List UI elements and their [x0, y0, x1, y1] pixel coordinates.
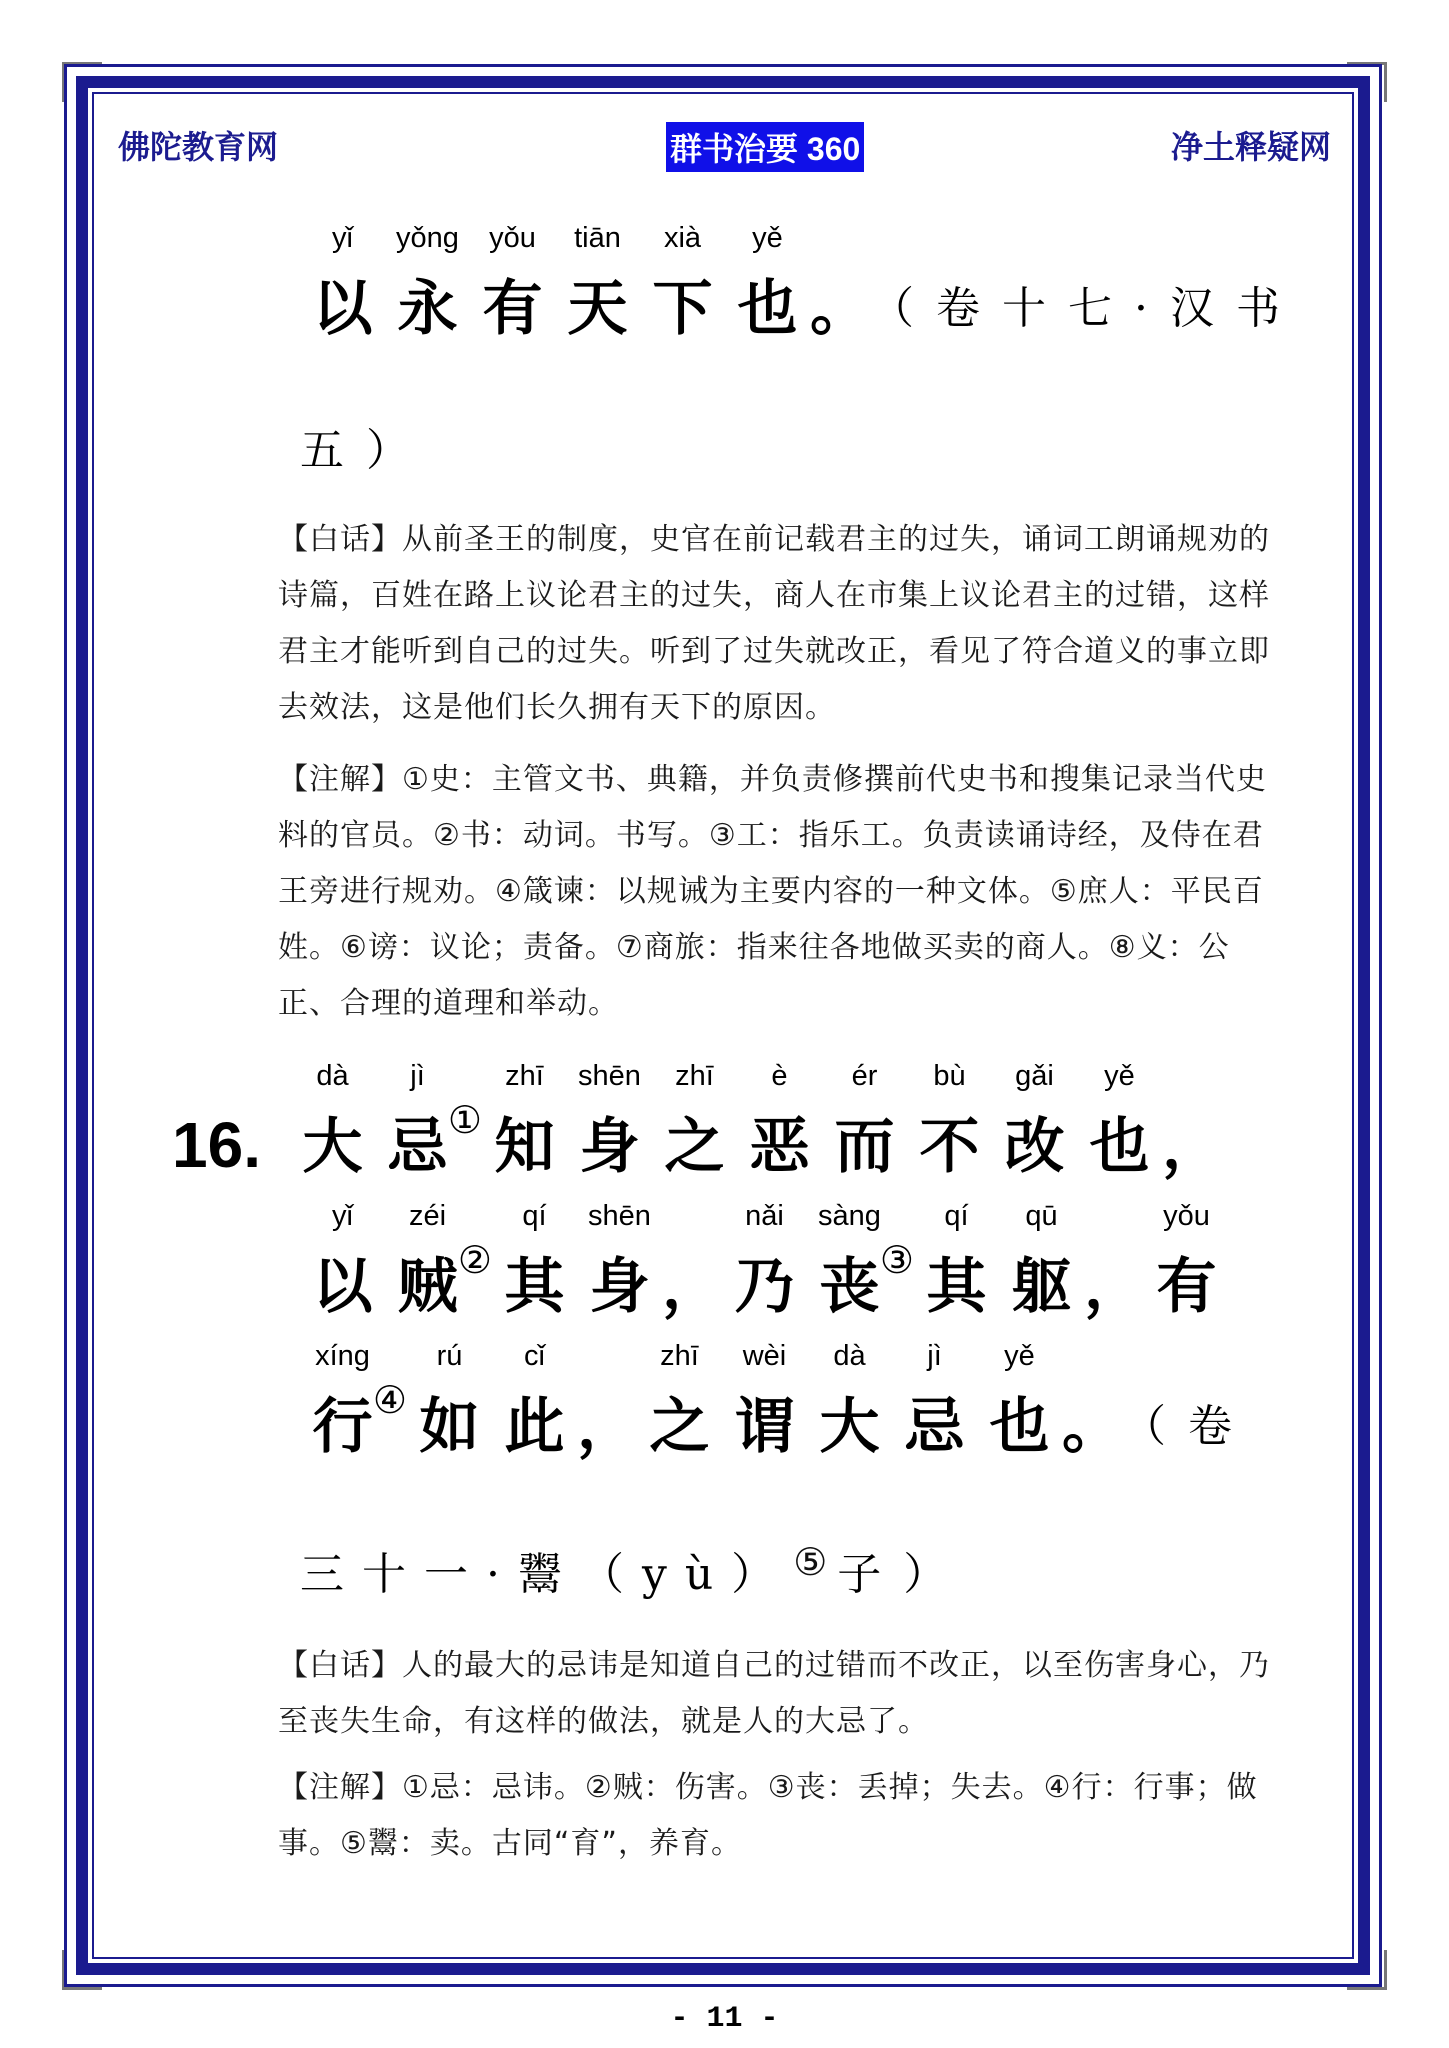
hanzi-cell — [892, 1340, 977, 1466]
pinyin: yǒu — [1163, 1200, 1210, 1232]
pinyin: xià — [663, 222, 702, 254]
hanzi: 此 — [504, 1392, 565, 1462]
source-citation: （卷十七·汉书 — [870, 283, 1302, 334]
hanzi-cell — [577, 1388, 637, 1466]
hanzi: 忌 — [387, 1112, 448, 1182]
hanzi-cell — [577, 1200, 662, 1326]
classical-line-1 — [300, 222, 1302, 348]
hanzi-cell — [822, 1060, 907, 1186]
pinyin: sàng — [818, 1200, 881, 1232]
hanzi: 贼 — [397, 1252, 458, 1322]
source-continued: 五） — [300, 425, 432, 476]
pinyin: jì — [410, 1060, 425, 1092]
hanzi: 改 — [1004, 1112, 1065, 1182]
classical-item16-row-2 — [300, 1200, 1229, 1326]
hanzi: 。 — [810, 274, 870, 344]
footnote-marker: ③ — [879, 1238, 914, 1282]
hanzi-cell — [652, 1060, 737, 1186]
hanzi: 而 — [834, 1112, 895, 1182]
hanzi-cell — [300, 1200, 385, 1326]
pinyin: yǒu — [489, 222, 536, 254]
item16-source-line — [300, 1536, 969, 1614]
hanzi: 如 — [419, 1392, 480, 1462]
classical-item16-row-3 — [300, 1340, 1254, 1466]
hanzi: ， — [1084, 1252, 1144, 1322]
pinyin: dà — [833, 1340, 866, 1372]
hanzi-cell — [375, 1060, 482, 1186]
baihua-paragraph-1: 【白话】从前圣王的制度，史官在前记载君主的过失，诵词工朗诵规劝的诗篇，百姓在路上议论君主的过失，商人在市集上议论君主的过错，这样君主才能听到自己的过失。听到了过失就改正，看见了符合道义的事立即去效法，这是他们长久拥有天下的原因。 — [278, 522, 1270, 725]
hanzi-cell — [470, 222, 555, 348]
hanzi: 躯 — [1011, 1252, 1072, 1322]
pinyin: ér — [851, 1060, 878, 1092]
hanzi-cell — [807, 1200, 914, 1326]
hanzi: 身 — [579, 1112, 640, 1182]
pinyin: qí — [522, 1200, 547, 1232]
hanzi-cell — [992, 1060, 1077, 1186]
header-book-title: 群书治要 360 — [666, 122, 864, 172]
hanzi-cell — [492, 1200, 577, 1326]
hanzi-cell — [722, 1200, 807, 1326]
pinyin: zhī — [660, 1340, 699, 1372]
footnote-marker: ② — [457, 1238, 492, 1282]
header-site-right: 净土释疑网 — [1170, 129, 1331, 165]
hanzi: 有 — [482, 274, 543, 344]
hanzi: ， — [577, 1392, 637, 1462]
baihua-paragraph-2: 【白话】人的最大的忌讳是知道自己的过错而不改正，以至伤害身心，乃至丧失生命，有这样的做法，就是人的大忌了。 — [278, 1648, 1270, 1739]
pinyin: bù — [933, 1060, 966, 1092]
hanzi: 忌 — [904, 1392, 965, 1462]
pinyin: zhī — [505, 1060, 544, 1092]
hanzi: 。 — [1062, 1392, 1122, 1462]
pinyin: qū — [1025, 1200, 1058, 1232]
hanzi: 恶 — [749, 1112, 810, 1182]
hanzi-cell — [1077, 1060, 1162, 1186]
zhujie-paragraph-1: 【注解】①史：主管文书、典籍，并负责修撰前代史书和搜集记录当代史料的官员。②书：动词。书写。③工：指乐工。负责读诵诗经，及侍在君王旁进行规劝。④箴谏：以规诫为主要内容的一种文体。⑤庶人：平民百姓。⑥谤：议论；责备。⑦商旅：指来往各地做买卖的商人。⑧义：公正、合理的道理和举动。 — [278, 762, 1267, 1021]
item-number: 16. — [172, 1109, 261, 1181]
pinyin: dà — [316, 1060, 349, 1092]
hanzi: 身 — [589, 1252, 650, 1322]
pinyin: jì — [927, 1340, 942, 1372]
hanzi-cell — [722, 1340, 807, 1466]
hanzi: 下 — [652, 274, 713, 344]
hanzi-cell — [555, 222, 640, 348]
hanzi: 以 — [312, 1252, 373, 1322]
hanzi: 永 — [397, 274, 458, 344]
pinyin: yě — [752, 222, 783, 254]
pinyin: yǐ — [332, 222, 353, 254]
hanzi: 也 — [989, 1392, 1050, 1462]
hanzi-cell — [810, 270, 870, 348]
source-text-end: 子） — [837, 1549, 970, 1600]
hanzi: 丧 — [819, 1252, 880, 1322]
hanzi: 以 — [312, 274, 373, 344]
source-footnote-marker: ⑤ — [793, 1540, 828, 1584]
hanzi-cell — [1084, 1248, 1144, 1326]
hanzi: 之 — [664, 1112, 725, 1182]
hanzi-cell — [907, 1060, 992, 1186]
pinyin: gǎi — [1015, 1060, 1054, 1092]
hanzi-cell — [385, 1200, 492, 1326]
pinyin: nǎi — [745, 1200, 784, 1232]
hanzi-cell — [300, 222, 385, 348]
hanzi-cell — [290, 1060, 375, 1186]
hanzi: 也 — [1089, 1112, 1150, 1182]
hanzi-cell — [1144, 1200, 1229, 1326]
pinyin: tiān — [574, 222, 621, 254]
zhujie-paragraph-2: 【注解】①忌：忌讳。②贼：伤害。③丧：丢掉；失去。④行：行事；做事。⑤鬻：卖。古同“育”，养育。 — [278, 1770, 1258, 1861]
hanzi-cell — [640, 222, 725, 348]
hanzi: 之 — [649, 1392, 710, 1462]
hanzi-cell — [807, 1340, 892, 1466]
hanzi-cell — [1162, 1108, 1222, 1186]
hanzi: 不 — [919, 1112, 980, 1182]
pinyin: yǐ — [332, 1200, 353, 1232]
pinyin: shēn — [578, 1060, 641, 1092]
hanzi-cell — [725, 222, 810, 348]
pinyin: wèi — [742, 1340, 787, 1372]
hanzi-cell — [567, 1060, 652, 1186]
hanzi: 其 — [504, 1252, 565, 1322]
classical-item16-row-1 — [290, 1060, 1222, 1186]
pinyin: yǒng — [396, 222, 459, 254]
footnote-marker: ① — [447, 1098, 482, 1142]
hanzi-cell — [1062, 1388, 1122, 1466]
pinyin: xíng — [315, 1340, 370, 1372]
hanzi-cell — [482, 1060, 567, 1186]
hanzi: 其 — [926, 1252, 987, 1322]
pinyin: zéi — [408, 1200, 447, 1232]
page-number: - 11 - — [670, 2002, 779, 2036]
hanzi-cell — [914, 1200, 999, 1326]
hanzi-cell — [999, 1200, 1084, 1326]
source-text: 三十一·鬻（yù） — [300, 1549, 794, 1600]
hanzi: 谓 — [734, 1392, 795, 1462]
footnote-marker: ④ — [372, 1378, 407, 1422]
hanzi-cell — [300, 1340, 407, 1466]
hanzi: 大 — [819, 1392, 880, 1462]
pinyin: rú — [436, 1340, 463, 1372]
source-citation: （卷 — [1122, 1401, 1254, 1452]
pinyin: shēn — [588, 1200, 651, 1232]
hanzi-cell — [407, 1340, 492, 1466]
header-site-left: 佛陀教育网 — [118, 129, 279, 165]
hanzi-cell — [662, 1248, 722, 1326]
hanzi: 也 — [737, 274, 798, 344]
pinyin: yě — [1104, 1060, 1135, 1092]
hanzi-cell — [385, 222, 470, 348]
hanzi: 乃 — [734, 1252, 795, 1322]
hanzi-cell — [637, 1340, 722, 1466]
pinyin: è — [771, 1060, 788, 1092]
hanzi-cell — [977, 1340, 1062, 1466]
hanzi: 大 — [302, 1112, 363, 1182]
hanzi: 行 — [312, 1392, 373, 1462]
hanzi: ， — [662, 1252, 722, 1322]
pinyin: yě — [1004, 1340, 1035, 1372]
hanzi: 有 — [1156, 1252, 1217, 1322]
pinyin: zhī — [675, 1060, 714, 1092]
pinyin: qí — [944, 1200, 969, 1232]
hanzi: 天 — [567, 274, 628, 344]
hanzi-cell — [492, 1340, 577, 1466]
hanzi: ， — [1162, 1112, 1222, 1182]
hanzi: 知 — [494, 1112, 555, 1182]
hanzi-cell — [737, 1060, 822, 1186]
pinyin: cǐ — [524, 1340, 545, 1372]
